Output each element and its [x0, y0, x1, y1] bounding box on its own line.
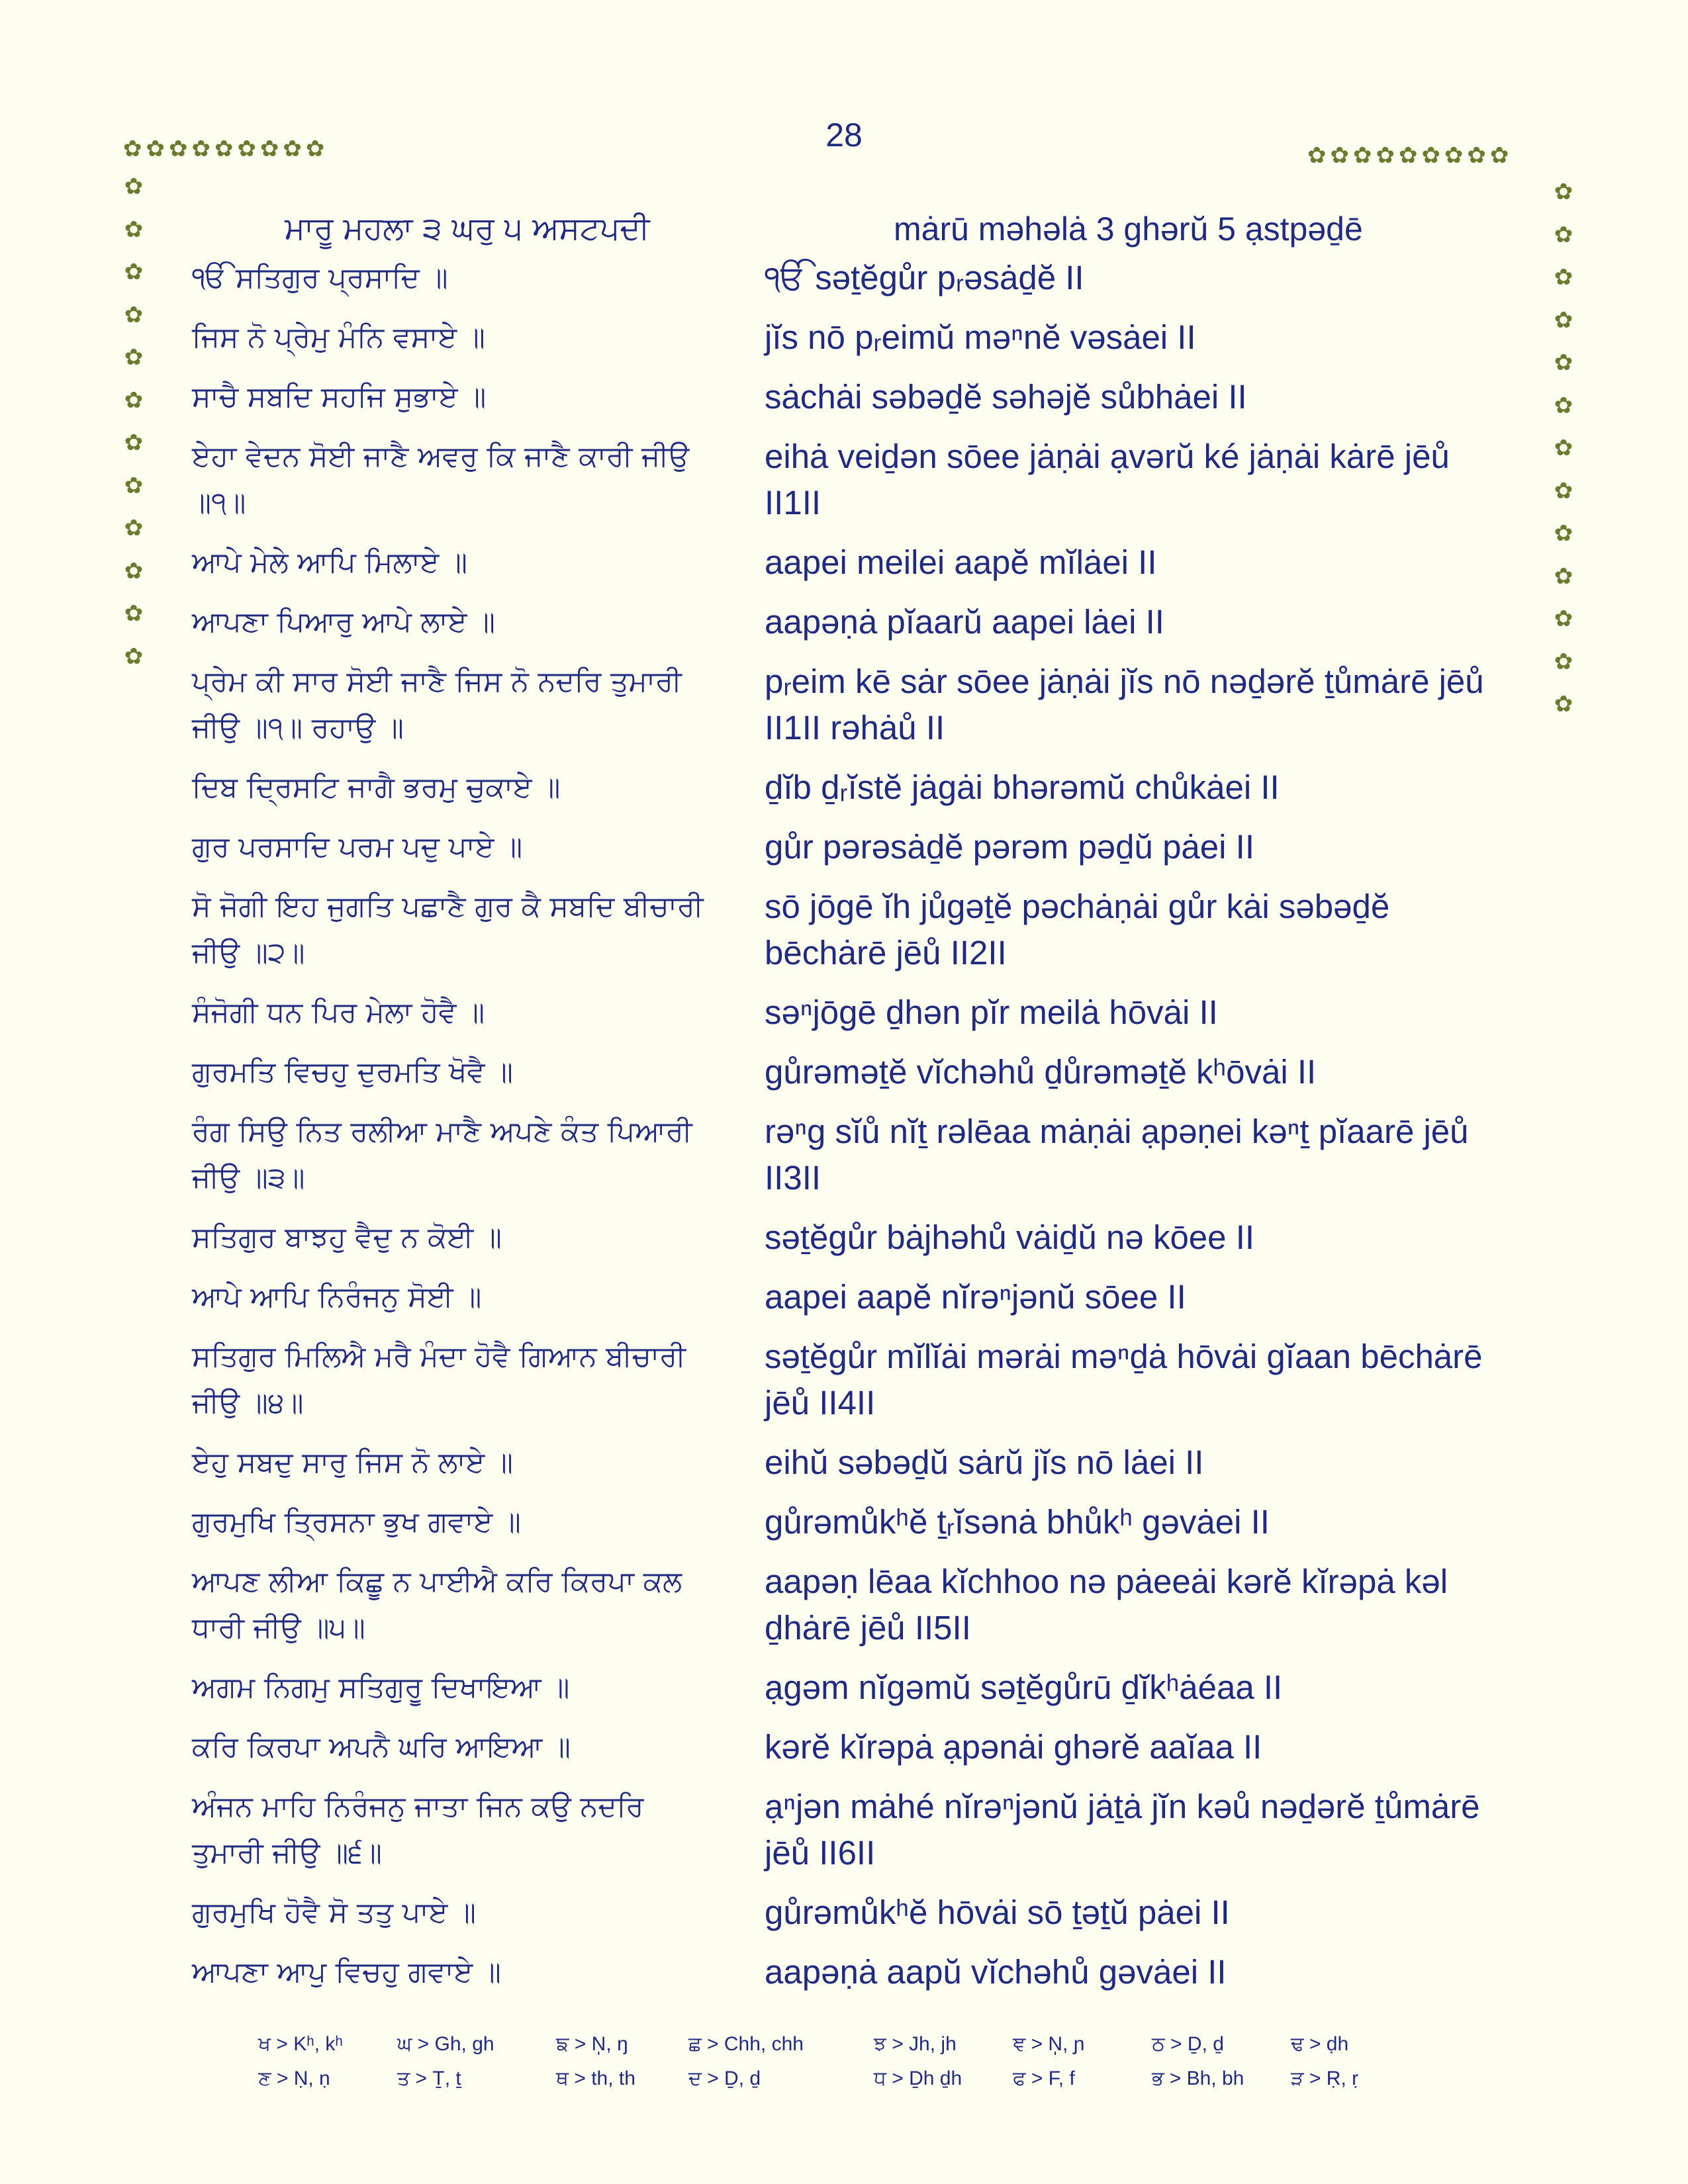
flower-icon: ✿: [1554, 648, 1573, 675]
legend-item: ਙ > N̩, ŋ: [556, 2033, 628, 2055]
flower-icon: ✿: [1554, 563, 1573, 590]
verse-gurmukhi-line: ਸੋ ਜੋਗੀ ਇਹ ਜੁਗਤਿ ਪਛਾਣੈ ਗੁਰ ਕੈ ਸਬਦਿ ਬੀਚਾਰੀ: [192, 890, 704, 923]
verse-gurmukhi: [192, 1439, 728, 1486]
verse-row: [0, 539, 1688, 599]
verse-transliteration: kərĕ kĭrəpȧ ạpənȧi ghərĕ aaĭaa II: [765, 1728, 1262, 1766]
verse-transliteration: jĭs nō pᵣeimŭ məⁿnĕ vəsȧei II: [765, 318, 1196, 356]
verse-gurmukhi-line: ਏਹਾ ਵੇਦਨ ਸੋਈ ਜਾਣੈ ਅਵਰੁ ਕਿ ਜਾਣੈ ਕਾਰੀ ਜੀਉ: [192, 440, 690, 473]
verse-gurmukhi-line: ਰੰਗ ਸਿਉ ਨਿਤ ਰਲੀਆ ਮਾਣੈ ਅਪਣੇ ਕੰਤ ਪਿਆਰੀ: [192, 1115, 692, 1148]
verse-row: [0, 824, 1688, 884]
verse-gurmukhi: [192, 1949, 728, 1995]
verse-transliteration: eihȧ veiḏən sōee jȧṇȧi ạvərŭ ké jȧṇȧi kȧrē jēů II1II: [765, 437, 1450, 522]
verse-transliteration: ạgəm nĭgəmŭ səṯĕgůrū ḏĭkʰȧéaa II: [765, 1668, 1283, 1706]
legend-item: ਢ > ḍh: [1291, 2033, 1349, 2055]
verse-gurmukhi-line: ਧਾਰੀ ਜੀਉ ॥੫॥: [192, 1612, 365, 1645]
verse-gurmukhi-line: ਜੀਉ ॥੩॥: [192, 1161, 305, 1195]
verse-gurmukhi-line: ਪ੍ਰੇਮ ਕੀ ਸਾਰ ਸੋਈ ਜਾਣੈ ਜਿਸ ਨੋ ਨਦਰਿ ਤੁਮਾਰੀ: [192, 665, 682, 698]
verse-gurmukhi-line: ਜੀਉ ॥੪॥: [192, 1387, 304, 1420]
verse-row: [0, 1949, 1688, 2009]
verse-transliteration: gůrəmůkʰĕ hōvȧi sō ṯəṯŭ pȧei II: [765, 1893, 1230, 1931]
verse-row: [0, 1664, 1688, 1724]
legend-row-2: [258, 2068, 1450, 2102]
verse-gurmukhi-line: ਆਪਣਾ ਆਪੁ ਵਿਚਹੁ ਗਵਾਏ ॥: [192, 1956, 501, 1989]
flower-icon: ✿: [124, 259, 144, 285]
verse-row: [0, 433, 1688, 539]
verse-gurmukhi-line: ਆਪੇ ਮੇਲੇ ਆਪਿ ਮਿਲਾਏ ॥: [192, 546, 468, 579]
verse-gurmukhi: [192, 1559, 728, 1651]
verse-row: [0, 374, 1688, 433]
verse-transliteration: səṯĕgůr mĭlĭȧi mərȧi məⁿḏȧ hōvȧi gĭaan bēchȧrē jēů II4II: [765, 1338, 1483, 1422]
flower-border-top-right: ✿✿✿✿✿✿✿✿✿: [1307, 142, 1513, 169]
verse-gurmukhi: [192, 599, 728, 645]
verse-transliteration: sȧchȧi səbəḏĕ səhəjĕ sůbhȧei II: [765, 378, 1247, 416]
flower-icon: ✿: [1554, 520, 1573, 547]
verse-transliteration: aapei meilei aapĕ mĭlȧei II: [765, 543, 1157, 581]
flower-icon: ✿: [1554, 606, 1573, 632]
verse-gurmukhi-line: ਸਤਿਗੁਰ ਬਾਝਹੁ ਵੈਦੁ ਨ ਕੋਈ ॥: [192, 1221, 502, 1254]
verse-gurmukhi-line: ਗੁਰਮੁਖਿ ਹੋਵੈ ਸੋ ਤਤੁ ਪਾਏ ॥: [192, 1896, 476, 1929]
verse-gurmukhi: [192, 824, 728, 870]
verse-gurmukhi-line: ਆਪਣ ਲੀਆ ਕਿਛੂ ਨ ਪਾਈਐ ਕਰਿ ਕਿਰਪਾ ਕਲ: [192, 1565, 682, 1598]
flower-icon: ✿: [124, 301, 144, 328]
transliteration-legend: [258, 2033, 1450, 2102]
verse-row: [0, 659, 1688, 764]
flower-icon: ✿: [1554, 306, 1573, 334]
verse-gurmukhi-line: ਗੁਰ ਪਰਸਾਦਿ ਪਰਮ ਪਦੁ ਪਾਏ ॥: [192, 831, 523, 864]
verse-transliteration: ੴ səṯĕgůr pᵣəsȧḏĕ II: [765, 259, 1084, 296]
verse-transliteration: ạⁿjən mȧhé nĭrəⁿjənŭ jȧṯȧ jĭn kəů nəḏərĕ ṯůmȧrē jēů II6II: [765, 1788, 1480, 1872]
verse-row: [0, 1559, 1688, 1664]
verse-row: [0, 1109, 1688, 1214]
legend-item: ਞ > N̩, ɲ: [1013, 2033, 1085, 2055]
verse-row: [0, 599, 1688, 659]
verse-gurmukhi: [192, 1334, 728, 1426]
legend-item: ਥ > th, th: [556, 2068, 635, 2089]
legend-item: ਤ > Ṯ, ṯ: [397, 2068, 461, 2089]
verse-gurmukhi: [192, 539, 728, 586]
verse-gurmukhi: [192, 764, 728, 811]
verse-row: [0, 1049, 1688, 1109]
verse-transliteration: gůr pərəsȧḏĕ pərəm pəḏŭ pȧei II: [765, 828, 1254, 866]
flower-icon: ✿: [124, 387, 144, 414]
verse-gurmukhi-line: ਸਾਚੈ ਸਬਦਿ ਸਹਜਿ ਸੁਭਾਏ ॥: [192, 381, 487, 414]
verse-transliteration: gůrəməṯĕ vĭchəhů ḏůrəməṯĕ kʰōvȧi II: [765, 1053, 1317, 1091]
flower-icon: ✿: [124, 173, 144, 200]
flower-icon: ✿: [124, 557, 144, 584]
verse-gurmukhi: [192, 884, 728, 976]
verse-gurmukhi-line: ੴ ਸਤਿਗੁਰ ਪ੍ਰਸਾਦਿ ॥: [192, 261, 448, 295]
verse-row: [0, 255, 1688, 314]
verse-row: [0, 314, 1688, 374]
verse-gurmukhi-line: ਦਿਬ ਦ੍ਰਿਸਟਿ ਜਾਗੈ ਭਰਮੁ ਚੁਕਾਏ ॥: [192, 771, 561, 804]
verse-gurmukhi: [192, 1889, 728, 1936]
verse-gurmukhi: [192, 314, 728, 361]
legend-item: ਣ > Ṇ, ṇ: [258, 2068, 330, 2089]
verse-transliteration: aapei aapĕ nĭrəⁿjənŭ sōee II: [765, 1278, 1186, 1316]
verse-gurmukhi: [192, 989, 728, 1036]
verse-gurmukhi-line: ਗੁਰਮਤਿ ਵਿਚਹੁ ਦੁਰਮਤਿ ਖੋਵੈ ॥: [192, 1056, 514, 1089]
legend-item: ਫ > F, f: [1013, 2068, 1075, 2089]
legend-item: ਛ > Chh, chh: [688, 2033, 804, 2055]
legend-item: ਝ > Jh, jh: [874, 2033, 957, 2055]
legend-item: ਭ > Bh, bh: [1152, 2068, 1244, 2089]
verse-transliteration: eihŭ səbəḏŭ sȧrŭ jĭs nō lȧei II: [765, 1443, 1204, 1481]
verse-transliteration: aapəṇȧ pĭaarŭ aapei lȧei II: [765, 603, 1164, 641]
verse-gurmukhi-line: ਗੁਰਮੁਖਿ ਤ੍ਰਿਸਨਾ ਭੁਖ ਗਵਾਏ ॥: [192, 1506, 521, 1539]
legend-item: ਧ > Ḏh ḏh: [874, 2068, 962, 2089]
verse-row: [0, 764, 1688, 824]
flower-icon: ✿: [124, 600, 144, 627]
page-number: 28: [825, 116, 863, 154]
flower-icon: ✿: [1554, 691, 1573, 717]
verse-gurmukhi-line: ਆਪਣਾ ਪਿਆਰੁ ਆਪੇ ਲਾਏ ॥: [192, 606, 495, 639]
verse-list: [0, 255, 1688, 2009]
flower-icon: ✿: [1554, 221, 1573, 248]
heading-transliteration: mȧrū məhəlȧ 3 ghərŭ 5 ạstpəḏē: [894, 210, 1363, 248]
flower-icon: ✿: [124, 643, 144, 670]
verse-row: [0, 989, 1688, 1049]
verse-transliteration: səⁿjōgē ḏhən pĭr meilȧ hōvȧi II: [765, 993, 1218, 1031]
verse-transliteration: aapəṇȧ aapŭ vĭchəhů gəvȧei II: [765, 1953, 1227, 1991]
verse-gurmukhi: [192, 1214, 728, 1261]
flower-icon: ✿: [1554, 392, 1573, 419]
flower-icon: ✿: [124, 216, 144, 243]
verse-gurmukhi: [192, 374, 728, 420]
flower-icon: ✿: [124, 472, 144, 499]
verse-gurmukhi: [192, 1664, 728, 1711]
verse-gurmukhi-line: ਸਤਿਗੁਰ ਮਿਲਿਐ ਮਰੈ ਮੰਦਾ ਹੋਵੈ ਗਿਆਨ ਬੀਚਾਰੀ: [192, 1340, 686, 1373]
verse-gurmukhi-line: ਤੁਮਾਰੀ ਜੀਉ ॥੬॥: [192, 1837, 383, 1870]
verse-gurmukhi-line: ਅਗਮ ਨਿਗਮੁ ਸਤਿਗੁਰੂ ਦਿਖਾਇਆ ॥: [192, 1671, 570, 1704]
flower-icon: ✿: [124, 344, 144, 371]
verse-gurmukhi-line: ॥੧॥: [192, 486, 246, 520]
flower-icon: ✿: [1554, 264, 1573, 291]
verse-gurmukhi: [192, 1499, 728, 1545]
legend-row-1: [258, 2033, 1450, 2068]
verse-gurmukhi-line: ਕਰਿ ਕਿਰਪਾ ਅਪਨੈ ਘਰਿ ਆਇਆ ॥: [192, 1731, 571, 1764]
flower-icon: ✿: [1554, 349, 1573, 376]
legend-item: ੜ > Ṛ, ṛ: [1291, 2068, 1359, 2089]
legend-item: ਘ > Gh, gh: [397, 2033, 494, 2055]
legend-item: ਖ > Kʰ, kʰ: [258, 2033, 343, 2055]
verse-transliteration: gůrəmůkʰĕ ṯᵣĭsənȧ bhůkʰ gəvȧei II: [765, 1503, 1270, 1541]
legend-item: ਦ > Ḏ, ḏ: [688, 2068, 761, 2089]
heading-gurmukhi: ਮਾਰੂ ਮਹਲਾ ੩ ਘਰੁ ੫ ਅਸਟਪਦੀ: [285, 210, 650, 247]
verse-row: [0, 884, 1688, 989]
legend-item: ਠ > Ḏ, ḏ: [1152, 2033, 1224, 2055]
verse-row: [0, 1889, 1688, 1949]
verse-row: [0, 1499, 1688, 1559]
verse-gurmukhi: [192, 1049, 728, 1095]
verse-gurmukhi: [192, 1724, 728, 1770]
verse-row: [0, 1214, 1688, 1274]
verse-row: [0, 1274, 1688, 1334]
verse-gurmukhi: [192, 1784, 728, 1876]
verse-row: [0, 1439, 1688, 1499]
verse-transliteration: rəⁿg sĭů nĭṯ rəlēaa mȧṇȧi ạpəṇei kəⁿṯ pĭaarē jēů II3II: [765, 1113, 1469, 1197]
verse-gurmukhi: [192, 1274, 728, 1320]
verse-gurmukhi-line: ਜੀਉ ॥੧॥ ਰਹਾਉ ॥: [192, 711, 404, 745]
verse-gurmukhi: [192, 1109, 728, 1201]
flower-icon: ✿: [124, 430, 144, 456]
verse-transliteration: aapəṇ lēaa kĭchhoo nə pȧeeȧi kərĕ kĭrəpȧ kəl ḏhȧrē jēů II5II: [765, 1563, 1448, 1647]
flower-border-top-left: ✿✿✿✿✿✿✿✿✿: [123, 136, 329, 162]
verse-gurmukhi-line: ਆਪੇ ਆਪਿ ਨਿਰੰਜਨੁ ਸੋਈ ॥: [192, 1281, 482, 1314]
verse-row: [0, 1784, 1688, 1889]
verse-row: [0, 1334, 1688, 1439]
flower-icon: ✿: [1554, 435, 1573, 461]
flower-icon: ✿: [1554, 477, 1573, 504]
flower-icon: ✿: [124, 515, 144, 541]
verse-gurmukhi-line: ਏਹੁ ਸਬਦੁ ਸਾਰੁ ਜਿਸ ਨੋ ਲਾਏ ॥: [192, 1446, 513, 1479]
verse-gurmukhi: [192, 659, 728, 751]
verse-gurmukhi-line: ਜਿਸ ਨੋ ਪ੍ਰੇਮੁ ਮੰਨਿ ਵਸਾਏ ॥: [192, 321, 485, 354]
verse-gurmukhi-line: ਜੀਉ ॥੨॥: [192, 936, 305, 970]
flower-icon: ✿: [1554, 179, 1573, 205]
verse-transliteration: ḏĭb ḏᵣĭstĕ jȧgȧi bhərəmŭ chůkȧei II: [765, 768, 1280, 806]
verse-transliteration: səṯĕgůr bȧjhəhů vȧiḏŭ nə kōee II: [765, 1218, 1255, 1256]
verse-gurmukhi-line: ਸੰਜੋਗੀ ਧਨ ਪਿਰ ਮੇਲਾ ਹੋਵੈ ॥: [192, 996, 485, 1029]
verse-transliteration: pᵣeim kē sȧr sōee jȧṇȧi jĭs nō nəḏərĕ ṯůmȧrē jēů II1II rəhȧů II: [765, 662, 1484, 747]
verse-transliteration: sō jōgē ĭh jůgəṯĕ pəchȧṇȧi gůr kȧi səbəḏĕ bēchȧrē jēů II2II: [765, 887, 1390, 972]
verse-gurmukhi: [192, 433, 728, 526]
verse-gurmukhi-line: ਅੰਜਨ ਮਾਹਿ ਨਿਰੰਜਨੁ ਜਾਤਾ ਜਿਨ ਕਉ ਨਦਰਿ: [192, 1790, 644, 1823]
verse-row: [0, 1724, 1688, 1784]
verse-gurmukhi: [192, 255, 728, 301]
